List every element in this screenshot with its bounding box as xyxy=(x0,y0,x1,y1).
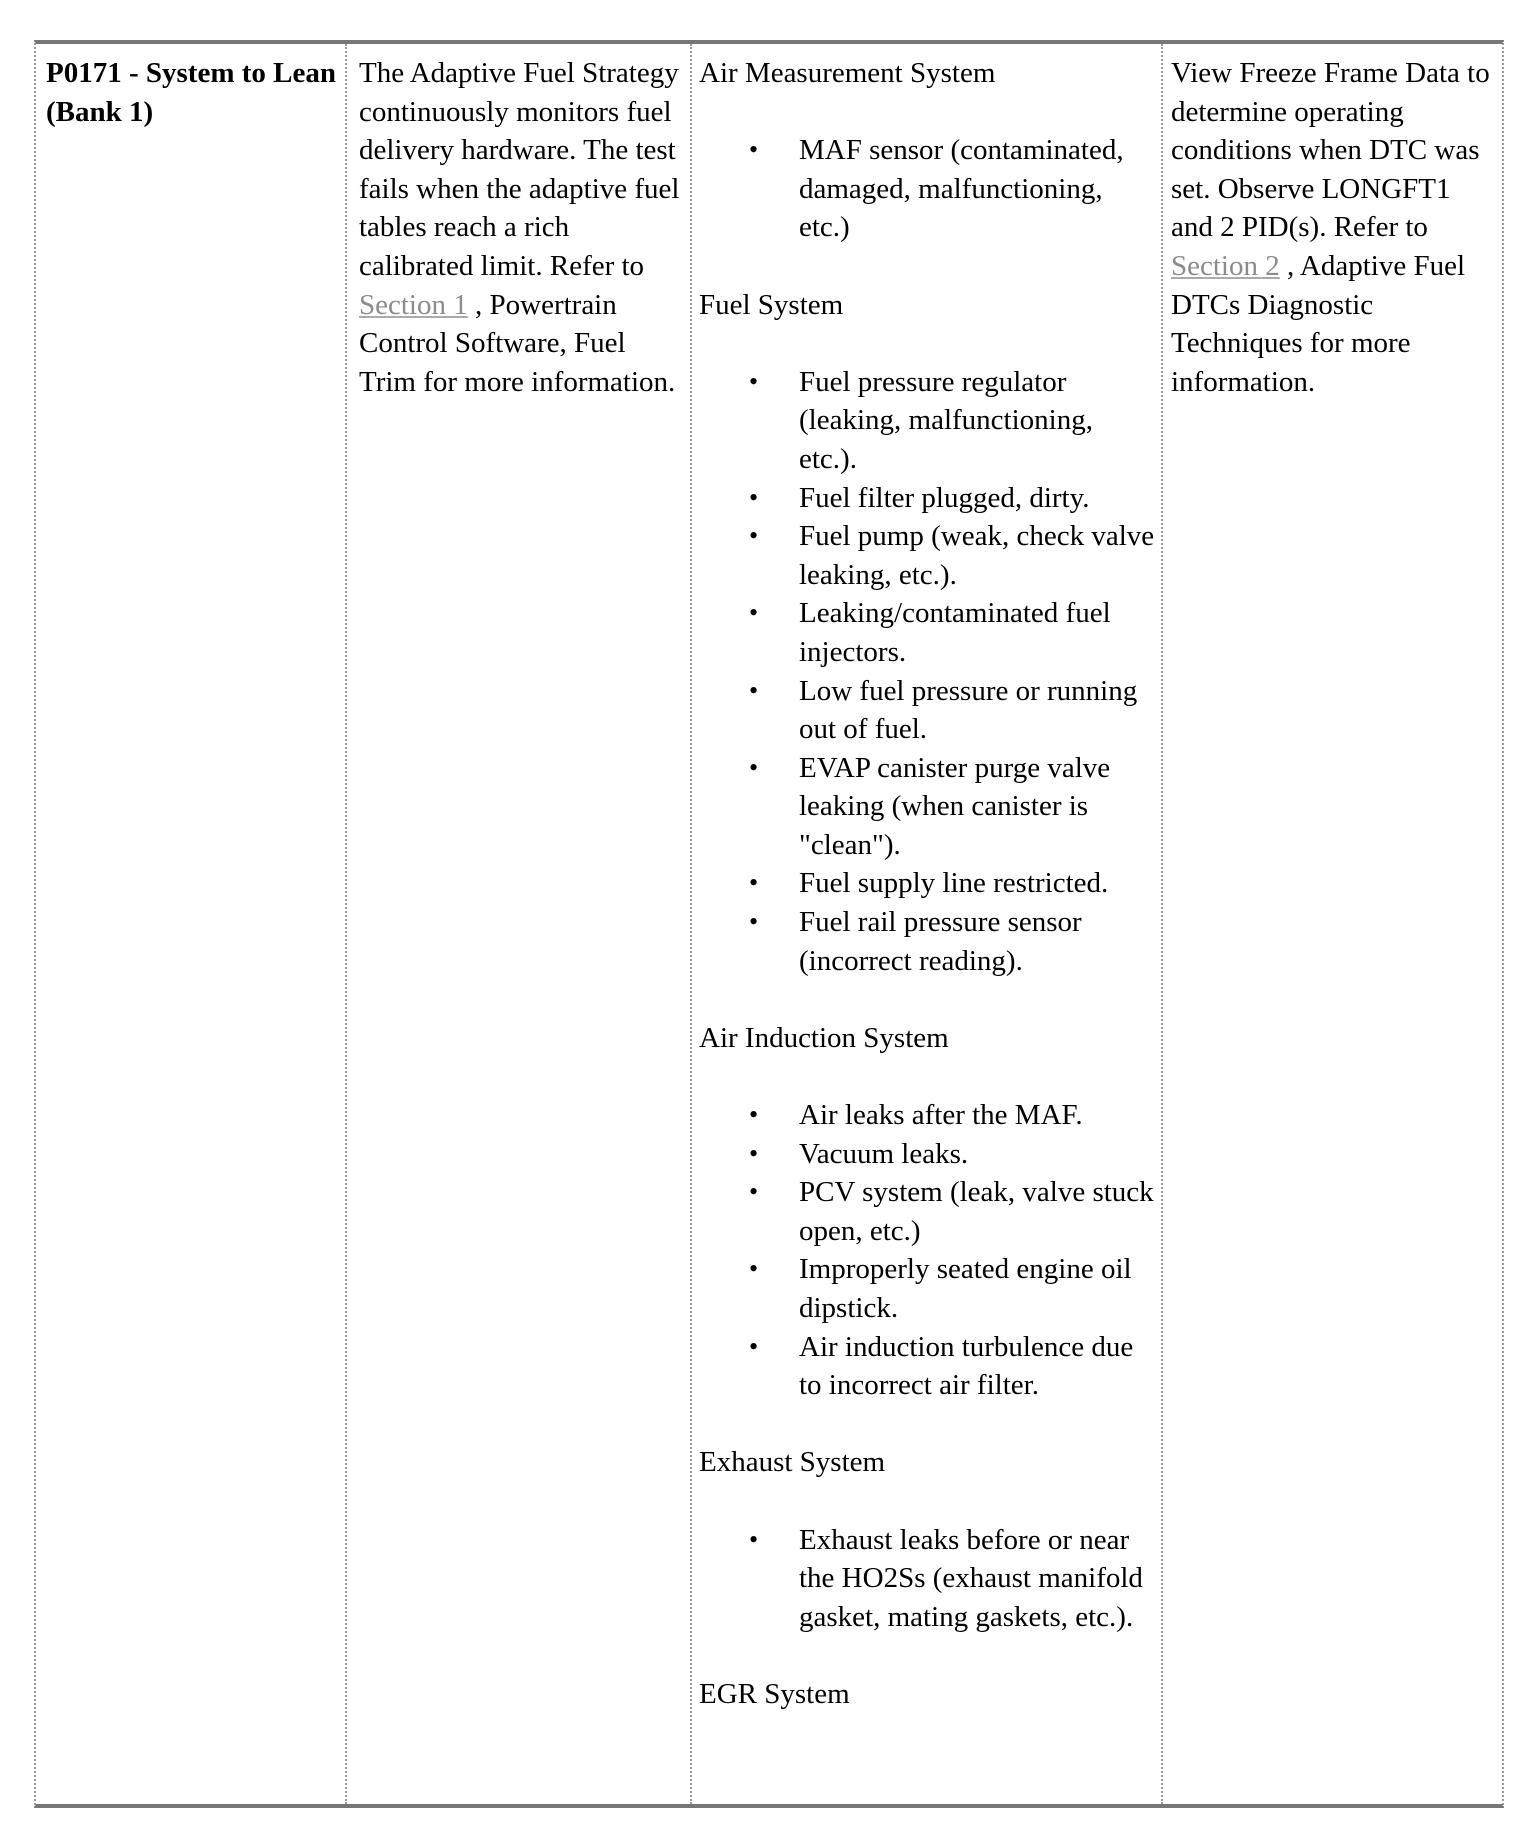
cause-list xyxy=(699,1521,1157,1637)
cause-list xyxy=(699,1096,1157,1405)
action-cell xyxy=(1163,44,1502,1804)
list-item: • EVAP canister purge valve leaking (when canister is "clean"). xyxy=(799,749,1157,865)
action-text-after: , Adaptive Fuel DTCs Diagnostic Techniques for more information. xyxy=(1171,249,1466,398)
action-text xyxy=(1171,54,1494,401)
list-item: • Fuel pump (weak, check valve leaking, etc.). xyxy=(799,517,1157,594)
description-text-after: , Powertrain Control Software, Fuel Trim for more information. xyxy=(359,288,676,398)
dtc-code: P0171 - System to Lean (Bank 1) xyxy=(46,57,336,128)
table-row xyxy=(36,44,1502,1804)
description-text-before: The Adaptive Fuel Strategy continuously monitors fuel delivery hardware. The test fails when the adaptive fuel tables reach a rich calibrated limit. Refer to xyxy=(359,57,680,282)
section-1-link[interactable]: Section 1 xyxy=(359,288,468,321)
description-cell xyxy=(347,44,692,1804)
dtc-cell xyxy=(36,44,347,1804)
list-item: • MAF sensor (contaminated, damaged, malfunctioning, etc.) xyxy=(799,131,1157,247)
list-item: • Fuel rail pressure sensor (incorrect reading). xyxy=(799,903,1157,980)
list-item: • Improperly seated engine oil dipstick. xyxy=(799,1250,1157,1327)
cause-heading: EGR System xyxy=(699,1677,850,1710)
list-item: • Vacuum leaks. xyxy=(799,1135,1157,1174)
description-text xyxy=(359,54,682,401)
list-item: • Fuel supply line restricted. xyxy=(799,864,1157,903)
cause-heading: Air Measurement System xyxy=(699,57,996,89)
list-item: • PCV system (leak, valve stuck open, etc.) xyxy=(799,1173,1157,1250)
cause-list xyxy=(699,131,1157,247)
action-text-before: View Freeze Frame Data to determine operating conditions when DTC was set. Observe LONGFT1 and 2 PID(s). Refer to xyxy=(1171,57,1490,244)
list-item: • Air induction turbulence due to incorrect air filter. xyxy=(799,1328,1157,1405)
document-page xyxy=(34,40,1500,1808)
list-item: • Leaking/contaminated fuel injectors. xyxy=(799,594,1157,671)
dtc-table xyxy=(34,40,1504,1808)
list-item: • Fuel filter plugged, dirty. xyxy=(799,479,1157,518)
list-item: • Low fuel pressure or running out of fuel. xyxy=(799,672,1157,749)
causes-cell xyxy=(692,44,1163,1804)
cause-heading: Exhaust System xyxy=(699,1446,886,1479)
list-item: • Air leaks after the MAF. xyxy=(799,1096,1157,1135)
cause-list xyxy=(699,363,1157,981)
cause-heading: Fuel System xyxy=(699,288,844,321)
cause-heading: Air Induction System xyxy=(699,1021,949,1054)
list-item: • Exhaust leaks before or near the HO2Ss (exhaust manifold gasket, mating gaskets, etc.). xyxy=(799,1521,1157,1637)
section-2-link[interactable]: Section 2 xyxy=(1171,249,1280,282)
list-item: • Fuel pressure regulator (leaking, malfunctioning, etc.). xyxy=(799,363,1157,479)
